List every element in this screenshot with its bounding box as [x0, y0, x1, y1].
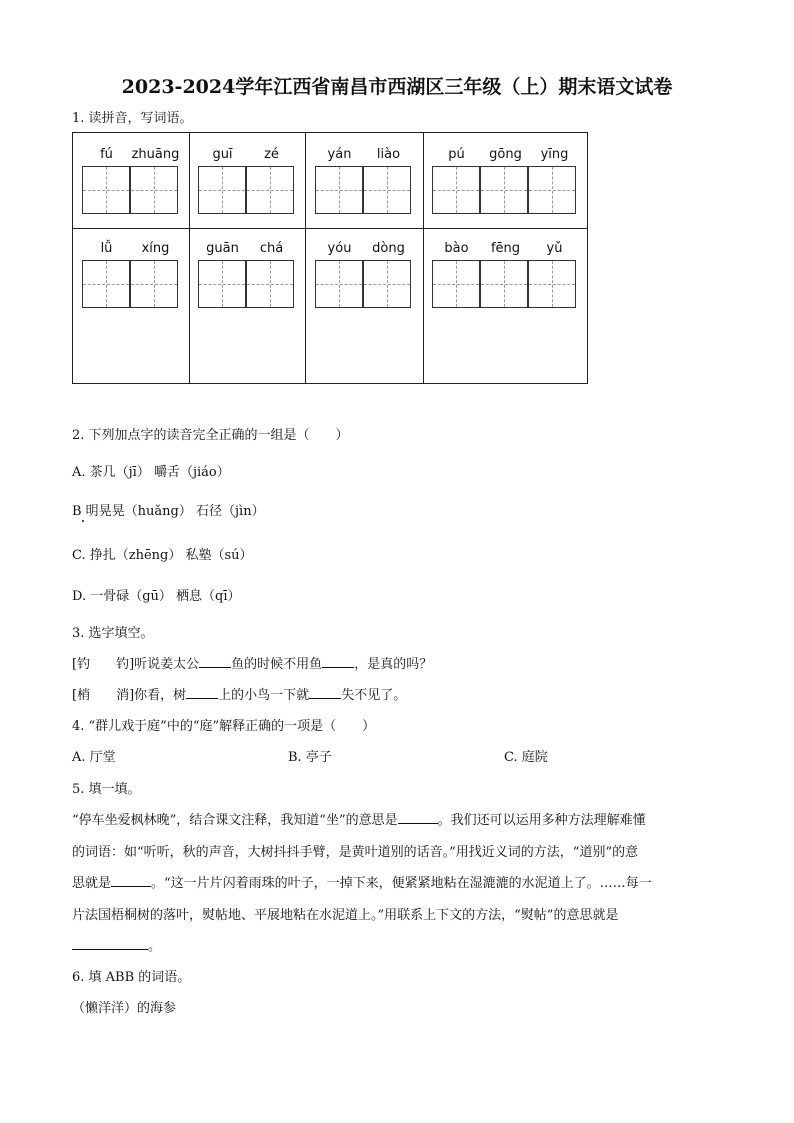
option-c[interactable]: C. 庭院 — [504, 750, 548, 765]
pinyin-label: guī — [212, 147, 233, 162]
text-segment: ，是真的吗？ — [354, 657, 433, 672]
pinyin-label: yǔ — [546, 241, 563, 256]
pinyin-label: chá — [259, 241, 284, 256]
writing-box[interactable] — [432, 260, 480, 308]
option-d[interactable]: D. 一骨碌（gū） 栖息（qī） — [72, 589, 241, 604]
pinyin-label: bào — [444, 241, 469, 256]
fill-line-2 — [72, 684, 406, 703]
pinyin-label: zé — [264, 147, 279, 162]
text-segment: 上的小鸟一下就 — [218, 688, 310, 703]
paragraph-line — [72, 872, 652, 891]
question-2-prompt: 2. 下列加点字的读音完全正确的一组是（ ） — [72, 428, 349, 443]
option-a[interactable]: A. 厅堂 — [72, 750, 116, 765]
option-b[interactable]: B. 亭子 — [288, 750, 332, 765]
writing-box[interactable] — [198, 166, 246, 214]
question-1-prompt: 1. 读拼音，写词语。 — [72, 111, 193, 126]
answer-blank[interactable] — [398, 811, 438, 824]
pinyin-label: yóu — [327, 241, 352, 256]
answer-blank[interactable] — [322, 655, 354, 668]
writing-box[interactable] — [480, 260, 528, 308]
pinyin-label: zhuāng — [131, 147, 180, 162]
question-3-prompt: 3. 选字填空。 — [72, 626, 154, 641]
writing-box[interactable] — [315, 166, 363, 214]
writing-box[interactable] — [82, 166, 130, 214]
emphasis-dot — [82, 520, 84, 522]
question-4-prompt: 4. “群儿戏于庭”中的“庭”解释正确的一项是（ ） — [72, 719, 376, 734]
fill-line-1 — [72, 653, 432, 672]
answer-blank[interactable] — [72, 937, 148, 950]
option-c[interactable]: C. 挣扎（zhēng） 私塾（sú） — [72, 548, 253, 563]
text-segment: “停车坐爱枫林晚”，结合课文注释，我知道“坐”的意思是 — [72, 813, 398, 828]
text-segment: 鱼的时候不用鱼 — [231, 657, 323, 672]
writing-box[interactable] — [82, 260, 130, 308]
writing-box[interactable] — [363, 260, 411, 308]
text-segment: 。我们还可以运用多种方法理解难懂 — [437, 813, 646, 828]
writing-box[interactable] — [528, 260, 576, 308]
text-segment: 你看，树 — [134, 688, 187, 703]
pinyin-label: fú — [100, 147, 113, 162]
pinyin-label: liào — [376, 147, 401, 162]
pinyin-label: yīng — [540, 147, 569, 162]
text-segment: 思就是 — [72, 876, 112, 891]
abb-word-item: （懒洋洋）的海参 — [72, 1001, 177, 1016]
writing-box[interactable] — [480, 166, 528, 214]
writing-box[interactable] — [130, 260, 178, 308]
text-segment: 失不见了。 — [341, 688, 407, 703]
writing-box[interactable] — [363, 166, 411, 214]
text-segment: 听说姜太公 — [134, 657, 200, 672]
answer-blank[interactable] — [111, 874, 151, 887]
question-5-prompt: 5. 填一填。 — [72, 782, 141, 797]
answer-blank[interactable] — [199, 655, 231, 668]
writing-box[interactable] — [528, 166, 576, 214]
writing-box[interactable] — [432, 166, 480, 214]
option-a[interactable]: A. 茶几（jī） 嚼舌（jiáo） — [72, 465, 230, 480]
pinyin-label: lǚ — [100, 241, 113, 256]
page-title: 2023-2024学年江西省南昌市西湖区三年级（上）期末语文试卷 — [121, 76, 673, 98]
pinyin-grid-table — [72, 132, 588, 384]
writing-box[interactable] — [246, 166, 294, 214]
pinyin-label: yán — [327, 147, 352, 162]
writing-box[interactable] — [315, 260, 363, 308]
paragraph-line — [72, 809, 646, 828]
option-b[interactable]: B 明晃晃（huǎng） 石径（jìn） — [72, 504, 265, 519]
pinyin-label: pú — [448, 147, 465, 162]
writing-box[interactable] — [198, 260, 246, 308]
pinyin-label: gōng — [489, 147, 522, 162]
answer-blank[interactable] — [186, 686, 218, 699]
question-6-prompt: 6. 填 ABB 的词语。 — [72, 970, 191, 985]
answer-blank[interactable] — [309, 686, 341, 699]
text-segment: 。“这一片片闪着雨珠的叶子，一掉下来，便紧紧地粘在湿漉漉的水泥道上了。……每一 — [151, 876, 652, 891]
pinyin-label: fēng — [490, 241, 521, 256]
char-options: [钓 钓] — [72, 657, 135, 672]
pinyin-label: xíng — [141, 241, 170, 256]
paragraph-line: 片法国梧桐树的落叶，熨帖地、平展地粘在水泥道上。”用联系上下文的方法，“熨帖”的意思就是 — [72, 908, 619, 923]
paragraph-line — [72, 935, 161, 954]
writing-box[interactable] — [130, 166, 178, 214]
pinyin-label: dòng — [372, 241, 405, 256]
char-options: [梢 消] — [72, 688, 135, 703]
pinyin-label: guān — [206, 241, 239, 256]
paragraph-line: 的词语：如“听听，秋的声音，大树抖抖手臂，是黄叶道别的话音。”用找近义词的方法，“道别”的意 — [72, 845, 639, 860]
writing-box[interactable] — [246, 260, 294, 308]
text-segment: 。 — [148, 939, 162, 954]
